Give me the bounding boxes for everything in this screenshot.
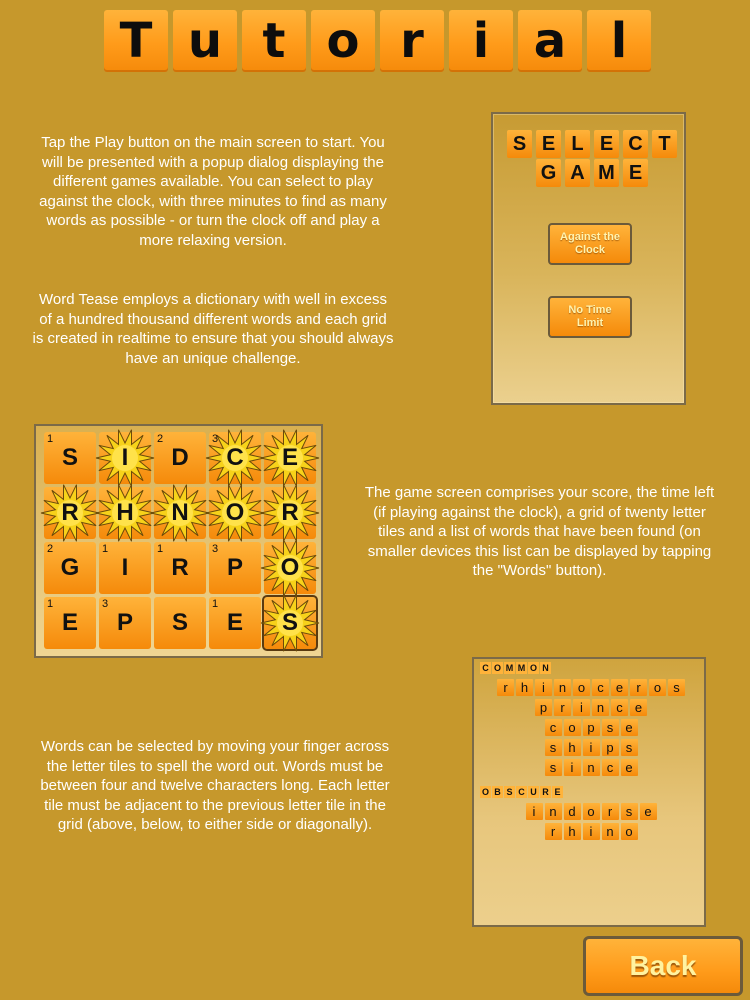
word-letter-tile: e xyxy=(611,679,628,696)
word-letter-tile: d xyxy=(564,803,581,820)
title-letter-tile: i xyxy=(449,10,513,72)
word-letter-tile: n xyxy=(592,699,609,716)
word-letter-tile: o xyxy=(564,719,581,736)
category-letter-tile: O xyxy=(493,663,501,673)
word-letter-tile: s xyxy=(545,759,562,776)
tile-letter: S xyxy=(281,609,298,636)
word-letter-tile: o xyxy=(621,823,638,840)
word-letter-tile: c xyxy=(592,679,609,696)
word-letter-tile: e xyxy=(621,759,638,776)
tile-letter: R xyxy=(171,554,189,581)
tile-score: 1 xyxy=(47,433,54,445)
word-letter-tile: c xyxy=(545,719,562,736)
word-letter-tile: s xyxy=(602,719,619,736)
tile-score: 1 xyxy=(157,543,164,555)
dictionary-paragraph: Word Tease employs a dictionary with well in excess of a hundred thousand different words and each grid is created in realtime to ensure that you should always have an unique challenge. xyxy=(32,291,394,367)
select-game-heading-line2 xyxy=(536,159,648,187)
word-letter-tile: o xyxy=(573,679,590,696)
select-game-preview xyxy=(491,112,686,405)
letter-tile[interactable] xyxy=(44,432,96,484)
tile-score: 2 xyxy=(47,543,54,555)
word-letter-tile: r xyxy=(545,823,562,840)
heading-letter-tile: M xyxy=(594,159,619,187)
word-letter-tile: i xyxy=(583,823,600,840)
category-letter-tile: O xyxy=(481,787,489,797)
tile-score: 3 xyxy=(212,543,219,555)
select-game-heading xyxy=(507,130,677,158)
tile-letter: I xyxy=(121,444,129,471)
letter-tile[interactable] xyxy=(209,487,261,539)
tile-letter: H xyxy=(116,499,134,526)
tile-score: 1 xyxy=(47,598,54,610)
letter-tile[interactable] xyxy=(209,597,261,649)
category-letter-tile: C xyxy=(516,786,527,798)
tile-letter: E xyxy=(281,444,298,471)
word-letter-tile: p xyxy=(602,739,619,756)
word-letter-tile: i xyxy=(573,699,590,716)
found-word xyxy=(545,759,638,776)
letter-tile[interactable] xyxy=(264,542,316,594)
letter-tile[interactable] xyxy=(44,487,96,539)
word-letter-tile: i xyxy=(564,759,581,776)
title-letter-tile: l xyxy=(587,10,651,72)
heading-letter-tile: C xyxy=(623,130,648,158)
word-letter-tile: i xyxy=(583,739,600,756)
tile-letter: R xyxy=(61,499,79,526)
against-clock-button[interactable] xyxy=(548,223,632,265)
word-letter-tile: s xyxy=(621,739,638,756)
letter-tile[interactable] xyxy=(99,542,151,594)
word-letter-tile: h xyxy=(564,739,581,756)
word-letter-tile: c xyxy=(602,759,619,776)
tile-letter: R xyxy=(281,499,299,526)
tile-score: 3 xyxy=(102,598,109,610)
tile-letter: C xyxy=(226,444,244,471)
intro-paragraph: Tap the Play button on the main screen to start. You will be presented with a popup dialog displaying the different games available. You can select to play against the clock, with three minutes to find as many words as possible - or turn the clock off and play a more relaxing version. xyxy=(39,134,387,249)
words-list-preview xyxy=(472,657,706,927)
word-letter-tile: o xyxy=(583,803,600,820)
tile-letter: E xyxy=(61,609,78,636)
category-letter-tile: M xyxy=(505,663,514,673)
tile-letter: P xyxy=(226,554,243,581)
category-letter-tile: B xyxy=(492,786,503,798)
heading-letter-tile: A xyxy=(565,159,590,187)
tile-letter: S xyxy=(61,444,78,471)
letter-tile[interactable] xyxy=(209,542,261,594)
tile-letter: O xyxy=(280,554,300,581)
against-clock-label: Against the Clock xyxy=(560,231,620,256)
letter-tile[interactable] xyxy=(154,542,206,594)
letter-tile[interactable] xyxy=(99,597,151,649)
word-letter-tile: r xyxy=(554,699,571,716)
tile-score: 2 xyxy=(157,433,164,445)
word-letter-tile: h xyxy=(564,823,581,840)
word-letter-tile: n xyxy=(602,823,619,840)
heading-letter-tile: L xyxy=(565,130,590,158)
word-letter-tile: c xyxy=(611,699,628,716)
found-word xyxy=(545,823,638,840)
tile-letter: G xyxy=(60,554,80,581)
word-letter-tile: i xyxy=(535,679,552,696)
word-letter-tile: h xyxy=(516,679,533,696)
letter-tile[interactable] xyxy=(99,487,151,539)
category-letter-tile: O xyxy=(529,663,537,673)
selection-paragraph: Words can be selected by moving your finger across the letter tiles to spell the word out. Words must be between four and twelve characters long. Each letter tile must be adjacent to the previous letter tile in the grid (above, below, to either side or diagonally). xyxy=(40,738,390,834)
tile-letter: E xyxy=(226,609,243,636)
game-screen-paragraph: The game screen comprises your score, the time left (if playing against the clock), a grid of twenty letter tiles and a list of words that have been found (on smaller devices this list can be displayed by tapping the "Words" button). xyxy=(364,484,715,580)
heading-letter-tile: E xyxy=(623,159,648,187)
title-letter-tile: u xyxy=(173,10,237,72)
letter-tile[interactable] xyxy=(44,597,96,649)
tile-letter: D xyxy=(171,444,189,471)
heading-letter-tile: E xyxy=(536,130,561,158)
letter-tile[interactable] xyxy=(154,487,206,539)
found-word xyxy=(497,679,685,696)
title-letter-tile: T xyxy=(104,10,168,72)
letter-tile[interactable] xyxy=(209,432,261,484)
letter-tile[interactable] xyxy=(264,432,316,484)
word-letter-tile: r xyxy=(630,679,647,696)
word-letter-tile: e xyxy=(630,699,647,716)
title-letter-tile: o xyxy=(311,10,375,72)
category-letter-tile: N xyxy=(540,662,551,674)
word-letter-tile: r xyxy=(602,803,619,820)
letter-tile[interactable] xyxy=(264,487,316,539)
letter-tile[interactable] xyxy=(154,597,206,649)
letter-tile[interactable] xyxy=(154,432,206,484)
found-word xyxy=(545,719,638,736)
word-letter-tile: e xyxy=(640,803,657,820)
category-letter-tile: U xyxy=(528,786,539,798)
letter-tile[interactable] xyxy=(264,597,316,649)
word-letter-tile: p xyxy=(583,719,600,736)
heading-letter-tile: G xyxy=(536,159,561,187)
tile-letter: I xyxy=(121,554,129,581)
tile-score: 1 xyxy=(102,543,109,555)
found-word xyxy=(545,739,638,756)
category-letter-tile: C xyxy=(480,662,491,674)
word-letter-tile: n xyxy=(554,679,571,696)
word-letter-tile: s xyxy=(545,739,562,756)
back-button[interactable] xyxy=(583,936,743,996)
heading-letter-tile: E xyxy=(594,130,619,158)
word-letter-tile: r xyxy=(497,679,514,696)
found-word xyxy=(535,699,647,716)
tile-letter: P xyxy=(116,609,133,636)
back-label: Back xyxy=(629,950,697,981)
category-letter-tile: S xyxy=(504,786,515,798)
tile-score: 3 xyxy=(212,433,219,445)
word-letter-tile: o xyxy=(649,679,666,696)
tile-letter: S xyxy=(171,609,188,636)
heading-letter-tile: T xyxy=(652,130,677,158)
word-letter-tile: i xyxy=(526,803,543,820)
no-time-limit-button[interactable] xyxy=(548,296,632,338)
word-letter-tile: n xyxy=(583,759,600,776)
tutorial-title xyxy=(104,10,651,72)
word-letter-tile: e xyxy=(621,719,638,736)
word-letter-tile: n xyxy=(545,803,562,820)
found-word xyxy=(526,803,657,820)
title-letter-tile: t xyxy=(242,10,306,72)
letter-tile[interactable] xyxy=(99,432,151,484)
word-letter-tile: s xyxy=(621,803,638,820)
tile-letter: N xyxy=(171,499,189,526)
category-letter-tile: R xyxy=(540,786,551,798)
title-letter-tile: a xyxy=(518,10,582,72)
letter-grid-preview xyxy=(34,424,323,658)
tile-score: 1 xyxy=(212,598,219,610)
obscure-words-heading xyxy=(480,786,563,798)
heading-letter-tile: S xyxy=(507,130,532,158)
category-letter-tile: M xyxy=(517,663,526,673)
letter-tile[interactable] xyxy=(44,542,96,594)
category-letter-tile: E xyxy=(552,786,563,798)
no-time-limit-label: No Time Limit xyxy=(568,304,612,329)
tile-letter: O xyxy=(225,499,245,526)
title-letter-tile: r xyxy=(380,10,444,72)
word-letter-tile: s xyxy=(668,679,685,696)
common-words-heading xyxy=(480,662,551,674)
word-letter-tile: p xyxy=(535,699,552,716)
